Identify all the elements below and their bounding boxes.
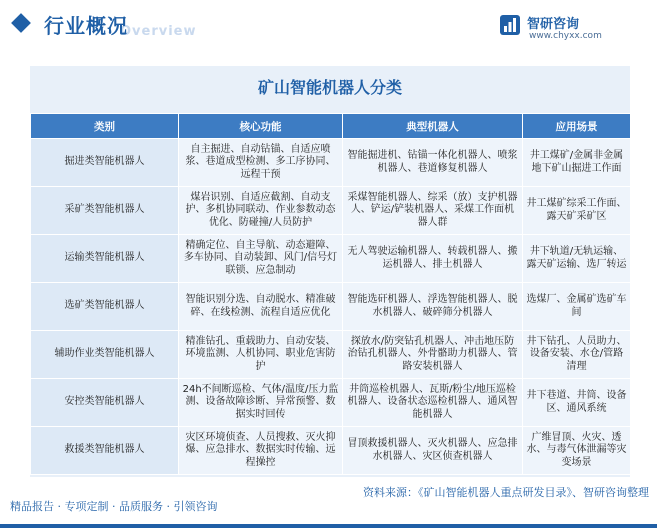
section-title: 行业概况 bbox=[44, 14, 128, 38]
scenarios-cell: 选煤厂、金属矿选矿车间 bbox=[523, 283, 631, 331]
zhiyan-logo-icon bbox=[499, 14, 521, 36]
scenarios-cell: 井工煤矿/金属非金属地下矿山掘进工作面 bbox=[523, 139, 631, 187]
robots-cell: 智能选矸机器人、浮选智能机器人、脱水机器人、破碎筛分机器人 bbox=[343, 283, 523, 331]
source-note: 资料来源：《矿山智能机器人重点研发目录》、智研咨询整理 bbox=[363, 486, 649, 499]
category-cell: 掘进类智能机器人 bbox=[31, 139, 179, 187]
robots-cell: 无人驾驶运输机器人、转载机器人、搬运机器人、排土机器人 bbox=[343, 235, 523, 283]
column-header-scenarios: 应用场景 bbox=[523, 114, 631, 139]
column-header-functions: 核心功能 bbox=[179, 114, 343, 139]
functions-cell: 煤岩识别、自适应截割、自动支护、多机协同联动、作业参数动态优化、防碰撞/人员防护 bbox=[179, 187, 343, 235]
table-row bbox=[31, 139, 631, 187]
scenarios-cell: 井下巷道、井筒、设备区、通风系统 bbox=[523, 379, 631, 427]
column-header-robots: 典型机器人 bbox=[343, 114, 523, 139]
header-ghost-text: Overview bbox=[120, 24, 197, 39]
scenarios-cell: 广维冒顶、火灾、透水、与毒气体泄漏等灾变场景 bbox=[523, 427, 631, 475]
robots-cell: 冒顶救援机器人、灭火机器人、应急排水机器人、灾区侦查机器人 bbox=[343, 427, 523, 475]
functions-cell: 精准钻孔、重载助力、自动安装、环境监测、人机协同、职业危害防护 bbox=[179, 331, 343, 379]
category-cell: 救援类智能机器人 bbox=[31, 427, 179, 475]
functions-cell: 精确定位、自主导航、动态避障、多车协同、自动装卸、风门/信号灯联锁、应急制动 bbox=[179, 235, 343, 283]
column-header-category: 类别 bbox=[31, 114, 179, 139]
robots-cell: 探放水/防突钻孔机器人、冲击地压防治钻孔机器人、外骨骼助力机器人、管路安装机器人 bbox=[343, 331, 523, 379]
classification-table bbox=[30, 113, 631, 475]
robots-cell: 智能掘进机、钻锚一体化机器人、喷浆机器人、巷道修复机器人 bbox=[343, 139, 523, 187]
robots-cell: 采煤智能机器人、综采（放）支护机器人、铲运/铲装机器人、采煤工作面机器人群 bbox=[343, 187, 523, 235]
table-row bbox=[31, 427, 631, 475]
category-cell: 选矿类智能机器人 bbox=[31, 283, 179, 331]
table-row bbox=[31, 235, 631, 283]
category-cell: 辅助作业类智能机器人 bbox=[31, 331, 179, 379]
page-footer bbox=[0, 480, 657, 528]
footer-slogan: 精品报告 · 专项定制 · 品质服务 · 引领咨询 bbox=[10, 500, 218, 513]
functions-cell: 灾区环境侦查、人员搜救、灭火抑爆、应急排水、数据实时传输、远程操控 bbox=[179, 427, 343, 475]
table-header-row bbox=[31, 114, 631, 139]
classification-card bbox=[30, 66, 630, 477]
table-row bbox=[31, 187, 631, 235]
scenarios-cell: 井下轨道/无轨运输、露天矿运输、选厂转运 bbox=[523, 235, 631, 283]
scenarios-cell: 井工煤矿综采工作面、露天矿采矿区 bbox=[523, 187, 631, 235]
footer-bar bbox=[0, 524, 657, 528]
brand-url: www.chyxx.com bbox=[529, 31, 602, 41]
page-header bbox=[0, 0, 657, 50]
functions-cell: 24h不间断巡检、气体/温度/压力监测、设备故障诊断、异常预警、数据实时回传 bbox=[179, 379, 343, 427]
table-row bbox=[31, 283, 631, 331]
brand bbox=[499, 8, 649, 44]
category-cell: 采矿类智能机器人 bbox=[31, 187, 179, 235]
category-cell: 运输类智能机器人 bbox=[31, 235, 179, 283]
category-cell: 安控类智能机器人 bbox=[31, 379, 179, 427]
table-title: 矿山智能机器人分类 bbox=[257, 78, 402, 97]
robots-cell: 井筒巡检机器人、瓦斯/粉尘/地压巡检机器人、设备状态巡检机器人、通风智能机器人 bbox=[343, 379, 523, 427]
scenarios-cell: 井下钻孔、人员助力、设备安装、水仓/管路清理 bbox=[523, 331, 631, 379]
functions-cell: 智能识别分选、自动脱水、精准破碎、在线检测、流程自适应优化 bbox=[179, 283, 343, 331]
diamond-icon bbox=[11, 13, 31, 33]
table-row bbox=[31, 331, 631, 379]
table-row bbox=[31, 379, 631, 427]
functions-cell: 自主掘进、自动钻锚、自适应喷浆、巷道成型检测、多工序协同、远程干预 bbox=[179, 139, 343, 187]
brand-name: 智研咨询 bbox=[527, 17, 580, 32]
